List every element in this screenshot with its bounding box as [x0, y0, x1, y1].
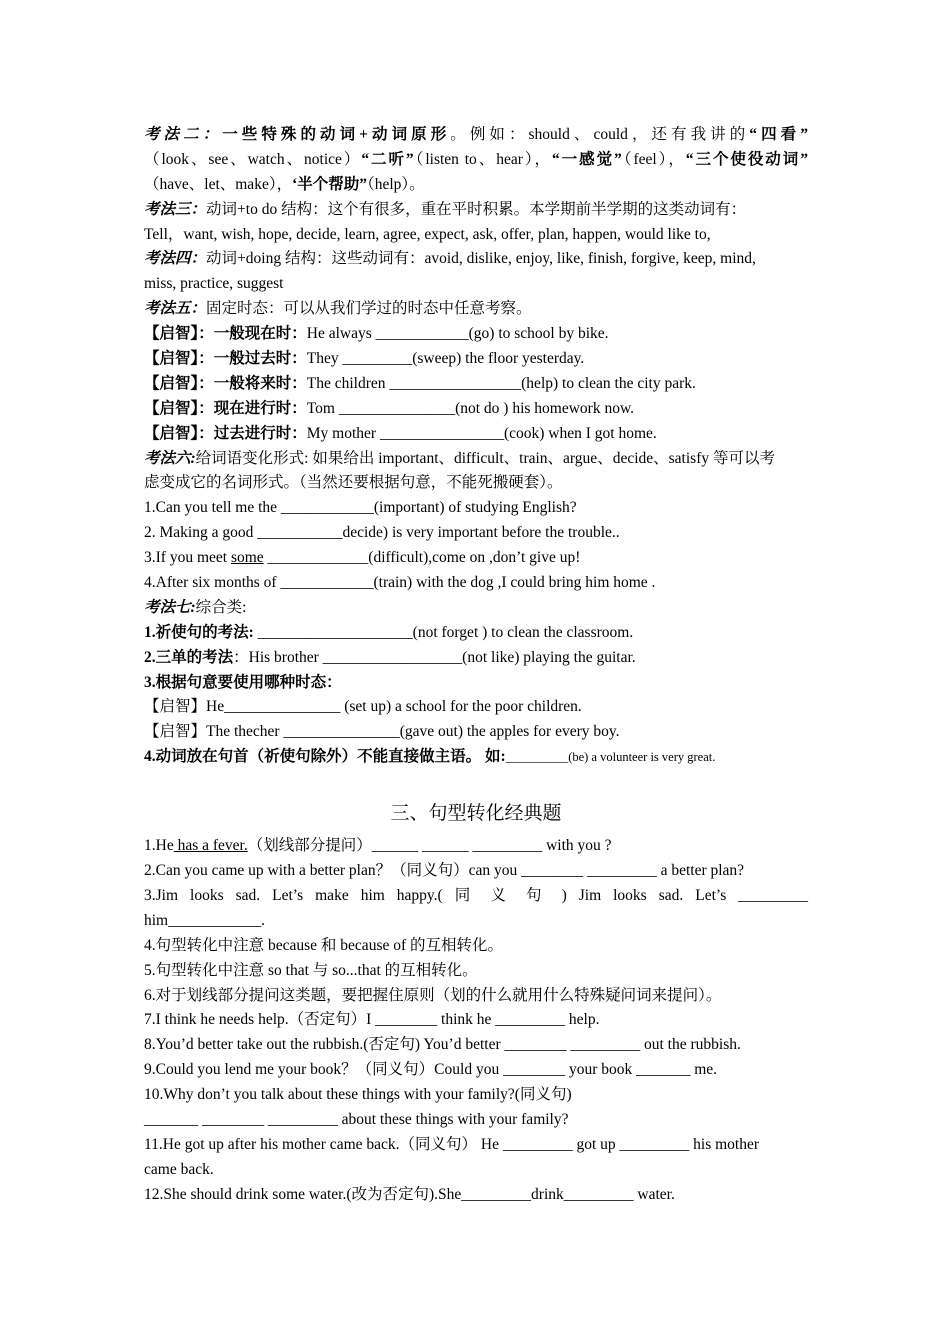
- exercise-tag: 【启智】: [144, 698, 207, 716]
- comprehensive-item: [144, 646, 808, 671]
- text: （feel），: [621, 150, 686, 168]
- method-6-line: [144, 447, 808, 472]
- exercise-text: He always ____________(go) to school by bike.: [306, 325, 609, 343]
- transform-exercise: 10.Why don’t you talk about these things with your family?(同义句): [144, 1086, 572, 1104]
- exercise-text: Tom _______________(not do ) his homework now.: [306, 399, 635, 417]
- exercise-tag: 【启智】：一般将来时：: [144, 374, 307, 392]
- text: （划线部分提问）______ ______ _________ with you ?: [247, 837, 612, 855]
- bold-text: “四看”: [749, 126, 808, 143]
- transform-note: 5.句型转化中注意 so that 与 so...that 的互相转化。: [144, 961, 478, 979]
- small-text: __________(be) a volunteer is very great.: [505, 750, 716, 765]
- bold-text: 2.三单的考法: [144, 648, 234, 666]
- comprehensive-item: [144, 745, 808, 770]
- method-2-line: [144, 173, 808, 198]
- comprehensive-exercise: [144, 695, 808, 720]
- transform-exercise: 3.Jim looks sad. Let’s make him happy.( 同 义 句 ) Jim looks sad. Let’s _________: [144, 886, 808, 904]
- text: 3.If you meet: [144, 549, 231, 567]
- word-form-exercise: 2. Making a good ___________decide) is very important before the trouble..: [144, 524, 620, 542]
- tense-exercise: [144, 347, 808, 372]
- text: ：His brother __________________(not like) playing the guitar.: [233, 648, 636, 666]
- transform-exercise-cont: came back.: [144, 1160, 214, 1178]
- bold-text: 4.动词放在句首（祈使句除外）不能直接做主语。: [144, 748, 482, 766]
- word-form-exercise: 4.After six months of ____________(train) with the dog ,I could bring him home .: [144, 574, 656, 592]
- transform-exercise-cont: him____________.: [144, 911, 265, 929]
- method-label: 考法二：: [144, 126, 223, 143]
- exercise-tag: 【启智】: [144, 723, 207, 741]
- transform-exercise: 9.Could you lend me your book？（同义句）Could you ________ your book _______ me.: [144, 1061, 718, 1079]
- text: 。例如：should、could，还有我讲的: [450, 126, 750, 143]
- method-4-verbs: miss, practice, suggest: [144, 275, 284, 293]
- exercise-tag: 【启智】：一般现在时：: [144, 325, 307, 343]
- exercise-tag: 【启智】：一般过去时：: [144, 350, 307, 368]
- comprehensive-item: 3.根据句意要使用哪种时态：: [144, 673, 342, 691]
- text: 给词语变化形式: 如果给出 important、difficult、train、argue、decide、satisfy 等可以考: [195, 449, 775, 467]
- text: （help）。: [367, 175, 425, 193]
- method-7-line: [144, 596, 808, 621]
- method-3-line: [144, 198, 808, 223]
- tense-exercise: [144, 397, 808, 422]
- method-label: 考法五：: [144, 300, 207, 318]
- text: _____________(difficult),come on ,don’t give up!: [263, 549, 581, 567]
- transform-note: 4.句型转化中注意 because 和 because of 的互相转化。: [144, 936, 504, 954]
- exercise-text: The children _________________(help) to clean the city park.: [306, 374, 696, 392]
- text: ____________________(not forget ) to clean the classroom.: [253, 623, 634, 641]
- tense-exercise: [144, 372, 808, 397]
- method-label: 考法三：: [144, 200, 207, 218]
- method-6-line2: 虑变成它的名词形式。（当然还要根据句意，不能死搬硬套）。: [144, 474, 563, 492]
- bold-text: “二听”: [361, 150, 414, 168]
- method-2-line: [144, 148, 808, 173]
- comprehensive-item: [144, 621, 808, 646]
- text: （listen to、hear），: [413, 150, 552, 168]
- transform-exercise-cont: _______ ________ _________ about these things with your family?: [144, 1110, 569, 1128]
- exercise-text: My mother ________________(cook) when I got home.: [306, 424, 657, 442]
- exercise-text: They _________(sweep) the floor yesterday.: [306, 350, 585, 368]
- transform-exercise: 2.Can you came up with a better plan？（同义句）can you ________ _________ a better plan?: [144, 862, 745, 880]
- transform-note: 6.对于划线部分提问这类题，要把握住原则（划的什么就用什么特殊疑问词来提问）。: [144, 986, 722, 1004]
- word-form-exercise: 1.Can you tell me the ____________(important) of studying English?: [144, 499, 577, 517]
- tense-exercise: [144, 322, 808, 347]
- text: 综合类:: [195, 598, 247, 616]
- underlined-phrase: has a fever.: [173, 837, 248, 855]
- bold-text: ‘半个帮助”: [292, 175, 367, 193]
- transform-exercise: 11.He got up after his mother came back.（同义句） He _________ got up _________ his mother: [144, 1135, 760, 1153]
- transform-exercise: 7.I think he needs help.（否定句）I ________ think he _________ help.: [144, 1011, 600, 1029]
- text: （have、let、make），: [144, 175, 293, 193]
- method-4-line: [144, 247, 808, 272]
- section-heading: 三、句型转化经典题: [390, 802, 562, 825]
- document-content: [144, 123, 808, 1208]
- transform-exercise: 8.You’d better take out the rubbish.(否定句) You’d better ________ _________ out the rubbish.: [144, 1036, 741, 1054]
- method-5-line: [144, 297, 808, 322]
- method-3-verbs: Tell，want, wish, hope, decide, learn, agree, expect, ask, offer, plan, happen, would like to,: [144, 225, 711, 243]
- text: 1.He: [144, 837, 174, 855]
- bold-text: “一感觉”: [551, 150, 622, 168]
- transform-exercise: [144, 834, 808, 859]
- text: （look、see、watch、notice）: [144, 150, 362, 168]
- method-2-line: [144, 123, 808, 148]
- method-label: 考法四：: [144, 250, 207, 268]
- exercise-tag: 【启智】：过去进行时：: [144, 424, 307, 442]
- word-form-exercise: [144, 546, 808, 571]
- exercise-text: He_______________ (set up) a school for the poor children.: [206, 698, 582, 716]
- comprehensive-exercise: [144, 720, 808, 745]
- tense-exercise: [144, 422, 808, 447]
- bold-text: 一些特殊的动词+动词原形: [222, 126, 451, 143]
- underlined-word: some: [230, 549, 264, 567]
- bold-text: “三个使役动词”: [685, 150, 808, 168]
- bold-text: 如:: [481, 748, 506, 766]
- transform-exercise: 12.She should drink some water.(改为否定句).She_________drink_________ water.: [144, 1185, 675, 1203]
- method-label: 考法六:: [144, 449, 196, 467]
- bold-text: 1.祈使句的考法:: [144, 623, 254, 641]
- exercise-text: The thecher _______________(gave out) the apples for every boy.: [206, 723, 620, 741]
- text: 动词+to do 结构：这个有很多，重在平时积累。本学期前半学期的这类动词有：: [206, 200, 747, 218]
- text: 动词+doing 结构：这些动词有：avoid, dislike, enjoy, like, finish, forgive, keep, mind,: [206, 250, 756, 268]
- text: 固定时态：可以从我们学过的时态中任意考察。: [206, 300, 532, 318]
- exercise-tag: 【启智】：现在进行时：: [144, 399, 307, 417]
- method-label: 考法七:: [144, 598, 196, 616]
